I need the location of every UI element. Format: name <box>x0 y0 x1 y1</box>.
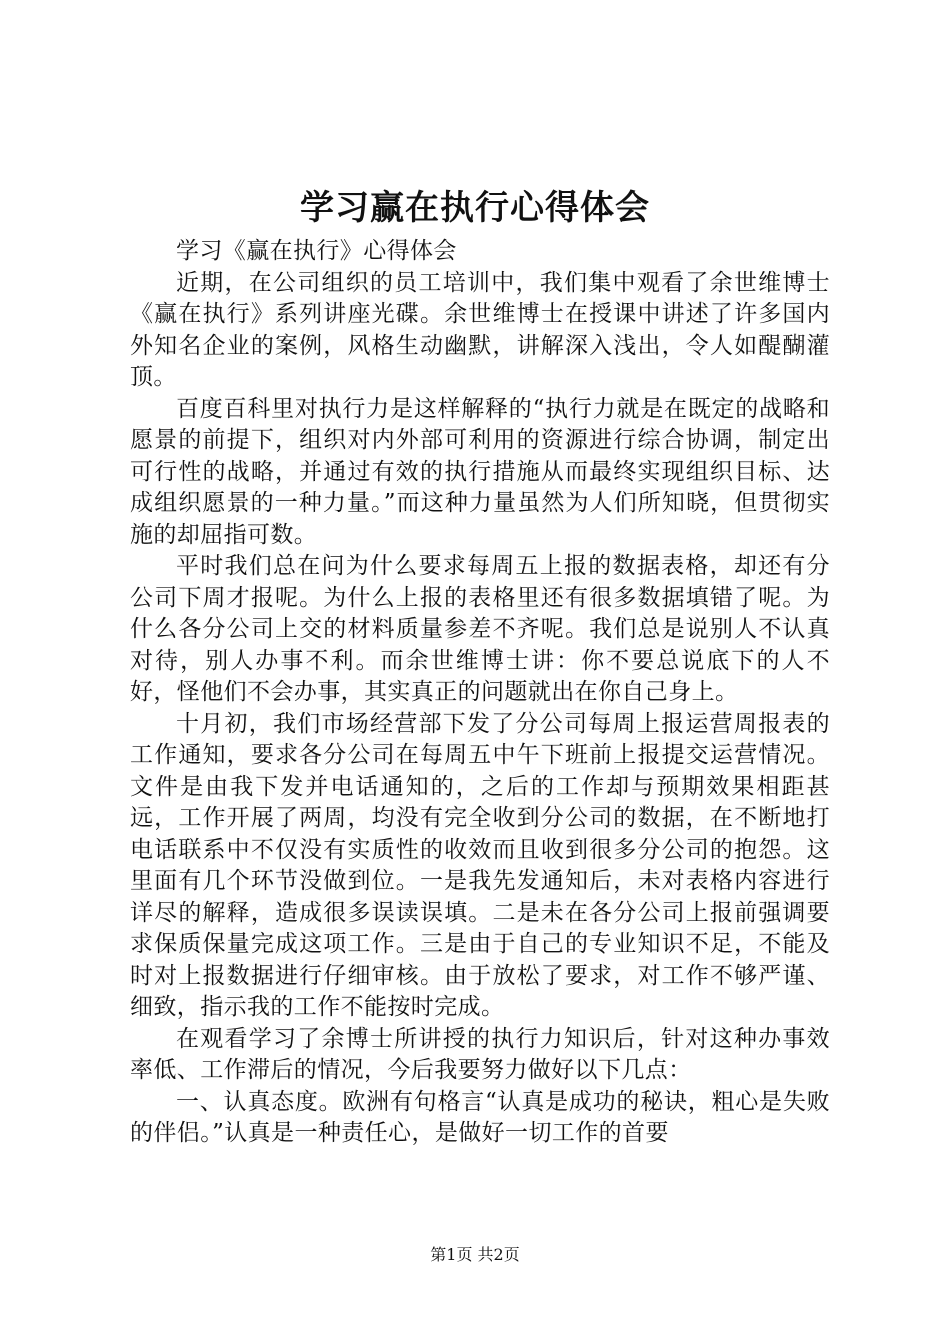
paragraph: 近期，在公司组织的员工培训中，我们集中观看了余世维博士《赢在执行》系列讲座光碟。余世维博士在授课中讲述了许多国内外知名企业的案例，风格生动幽默，讲解深入浅出，令人如醍醐灌顶。 <box>130 269 830 390</box>
page-number-footer: 第1页 共2页 <box>430 1245 520 1264</box>
document-title: 学习赢在执行心得体会 <box>300 188 650 228</box>
paragraph: 在观看学习了余博士所讲授的执行力知识后，针对这种办事效率低、工作滞后的情况，今后我要努力做好以下几点： <box>130 1025 830 1083</box>
document-body <box>130 236 830 1150</box>
paragraph: 十月初，我们市场经营部下发了分公司每周上报运营周报表的工作通知，要求各分公司在每周五中午下班前上报提交运营情况。文件是由我下发并电话通知的，之后的工作却与预期效果相距甚远，工作开展了两周，均没有完全收到分公司的数据，在不断地打电话联系中不仅没有实质性的收效而且收到很多分公司的抱怨。这里面有几个环节没做到位。一是我先发通知后，未对表格内容进行详尽的解释，造成很多误读误填。二是未在各分公司上报前强调要求保质保量完成这项工作。三是由于自己的专业知识不足，不能及时对上报数据进行仔细审核。由于放松了要求，对工作不够严谨、细致，指示我的工作不能按时完成。 <box>130 710 830 1020</box>
paragraph-subtitle: 学习《赢在执行》心得体会 <box>176 238 457 264</box>
paragraph: 百度百科里对执行力是这样解释的“执行力就是在既定的战略和愿景的前提下，组织对内外部可利用的资源进行综合协调，制定出可行性的战略，并通过有效的执行措施从而最终实现组织目标、达成组织愿景的一种力量。”而这种力量虽然为人们所知晓，但贯彻实施的却屈指可数。 <box>130 395 830 548</box>
paragraph: 一、认真态度。欧洲有句格言“认真是成功的秘诀，粗心是失败的伴侣。”认真是一种责任心，是做好一切工作的首要 <box>130 1088 830 1146</box>
paragraph: 平时我们总在问为什么要求每周五上报的数据表格，却还有分公司下周才报呢。为什么上报的表格里还有很多数据填错了呢。为什么各分公司上交的材料质量参差不齐呢。我们总是说别人不认真对待，别人办事不利。而余世维博士讲：你不要总说底下的人不好，怪他们不会办事，其实真正的问题就出在你自己身上。 <box>130 553 830 705</box>
